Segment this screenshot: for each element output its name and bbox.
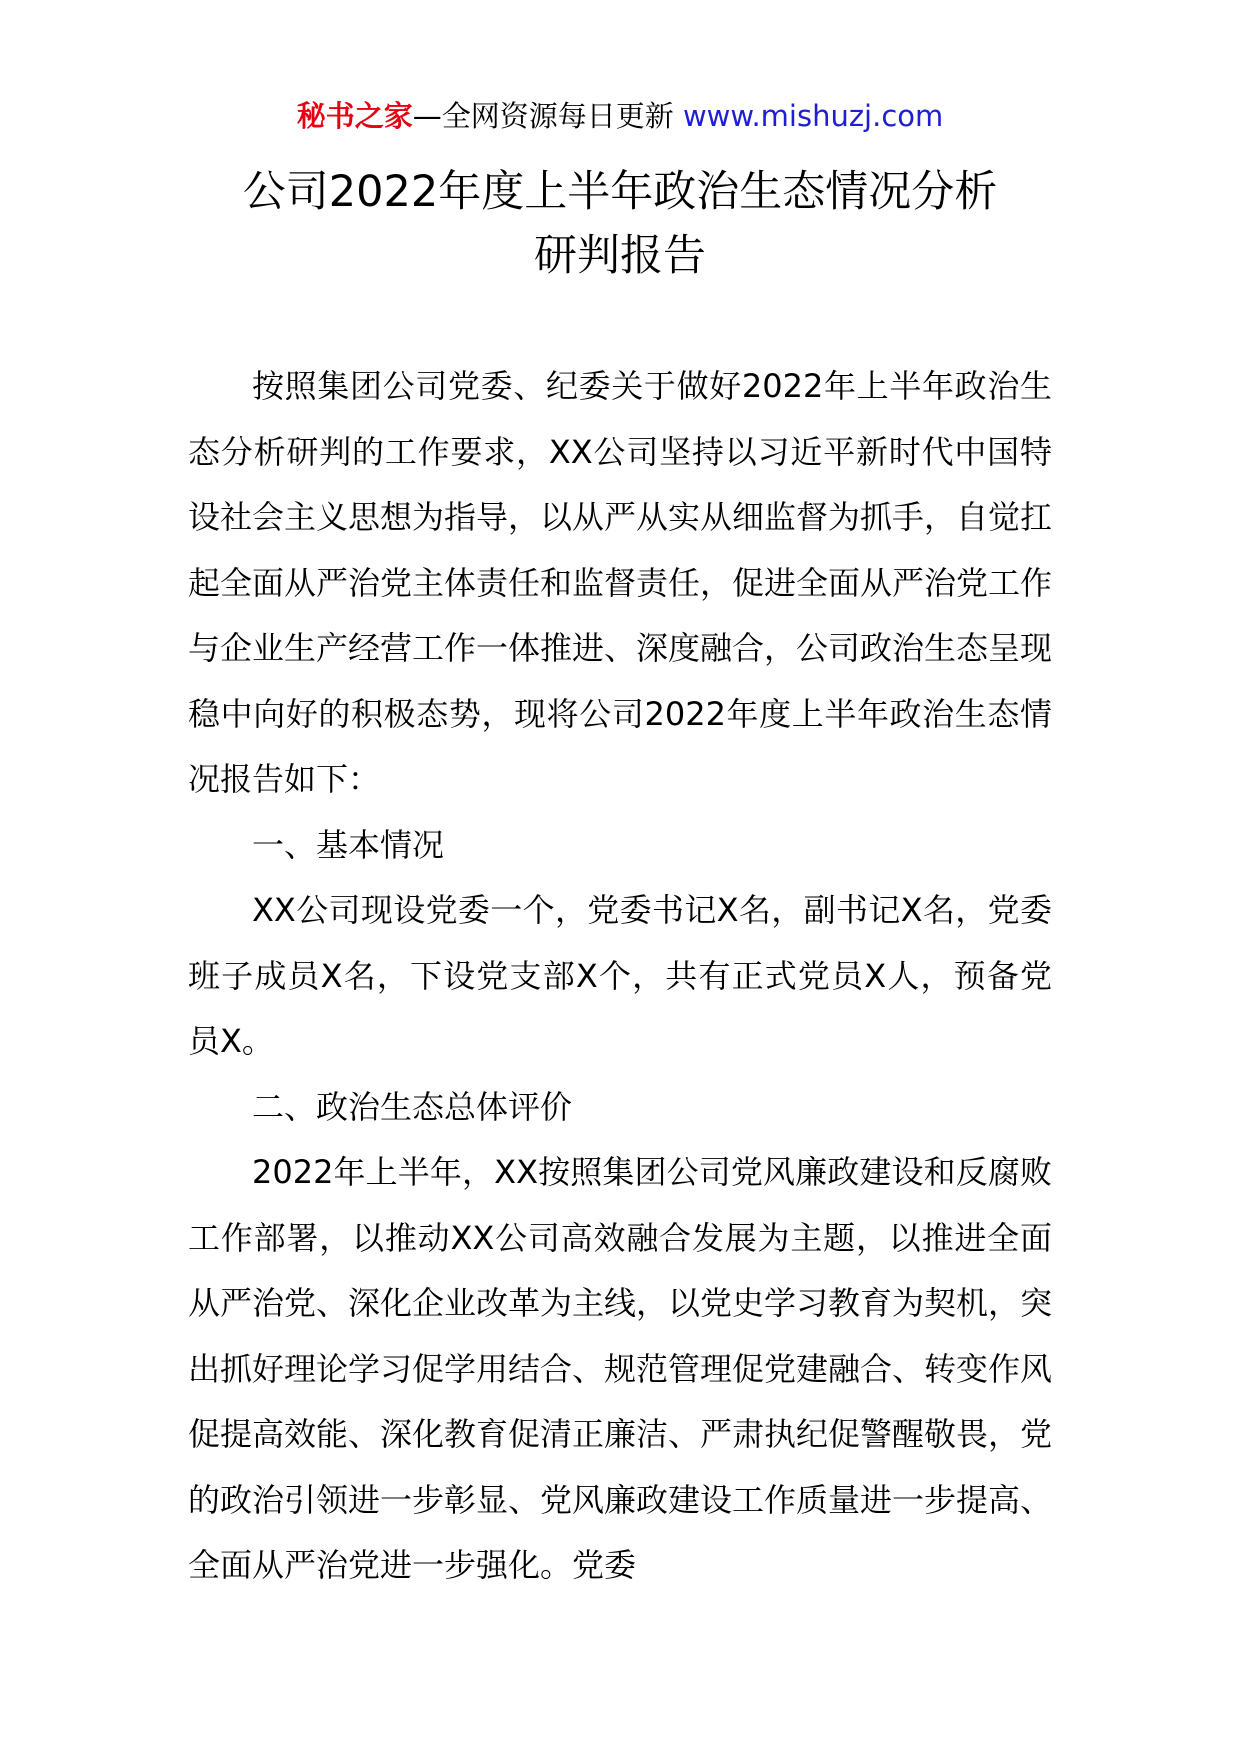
document-body <box>188 354 1052 1599</box>
basic-situation-paragraph: XX公司现设党委一个，党委书记X名，副书记X名，党委班子成员X名，下设党支部X个，共有正式党员X人，预备党员X。 <box>188 891 1052 1060</box>
site-url-link[interactable]: www.mishuzj.com <box>682 99 944 133</box>
title-line-1: 公司2022年度上半年政治生态情况分析 <box>242 167 998 217</box>
watermark-header <box>0 96 1240 136</box>
header-slogan: —全网资源每日更新 <box>412 99 674 133</box>
title-line-2: 研判报告 <box>534 231 706 281</box>
section-heading-basic-situation: 一、基本情况 <box>252 825 445 864</box>
intro-paragraph: 按照集团公司党委、纪委关于做好2022年上半年政治生态分析研判的工作要求，XX公司坚持以习近平新时代中国特设社会主义思想为指导，以从严从实从细监督为抓手，自觉扛起全面从严治党主体责任和监督责任，促进全面从严治党工作与企业生产经营工作一体推进、深度融合，公司政治生态呈现稳中向好的积极态势，现将公司2022年度上半年政治生态情况报告如下： <box>188 367 1053 798</box>
section-heading-overall-evaluation: 二、政治生态总体评价 <box>252 1087 573 1126</box>
document-title <box>140 160 1100 288</box>
brand-name: 秘书之家 <box>296 99 413 133</box>
overall-evaluation-paragraph: 2022年上半年，XX按照集团公司党风廉政建设和反腐败工作部署，以推动XX公司高效融合发展为主题，以推进全面从严治党、深化企业改革为主线，以党史学习教育为契机，突出抓好理论学习促学用结合、规范管理促党建融合、转变作风促提高效能、深化教育促清正廉洁、严肃执纪促警醒敬畏，党的政治引领进一步彰显、党风廉政建设工作质量进一步提高、全面从严治党进一步强化。党委 <box>188 1153 1053 1584</box>
